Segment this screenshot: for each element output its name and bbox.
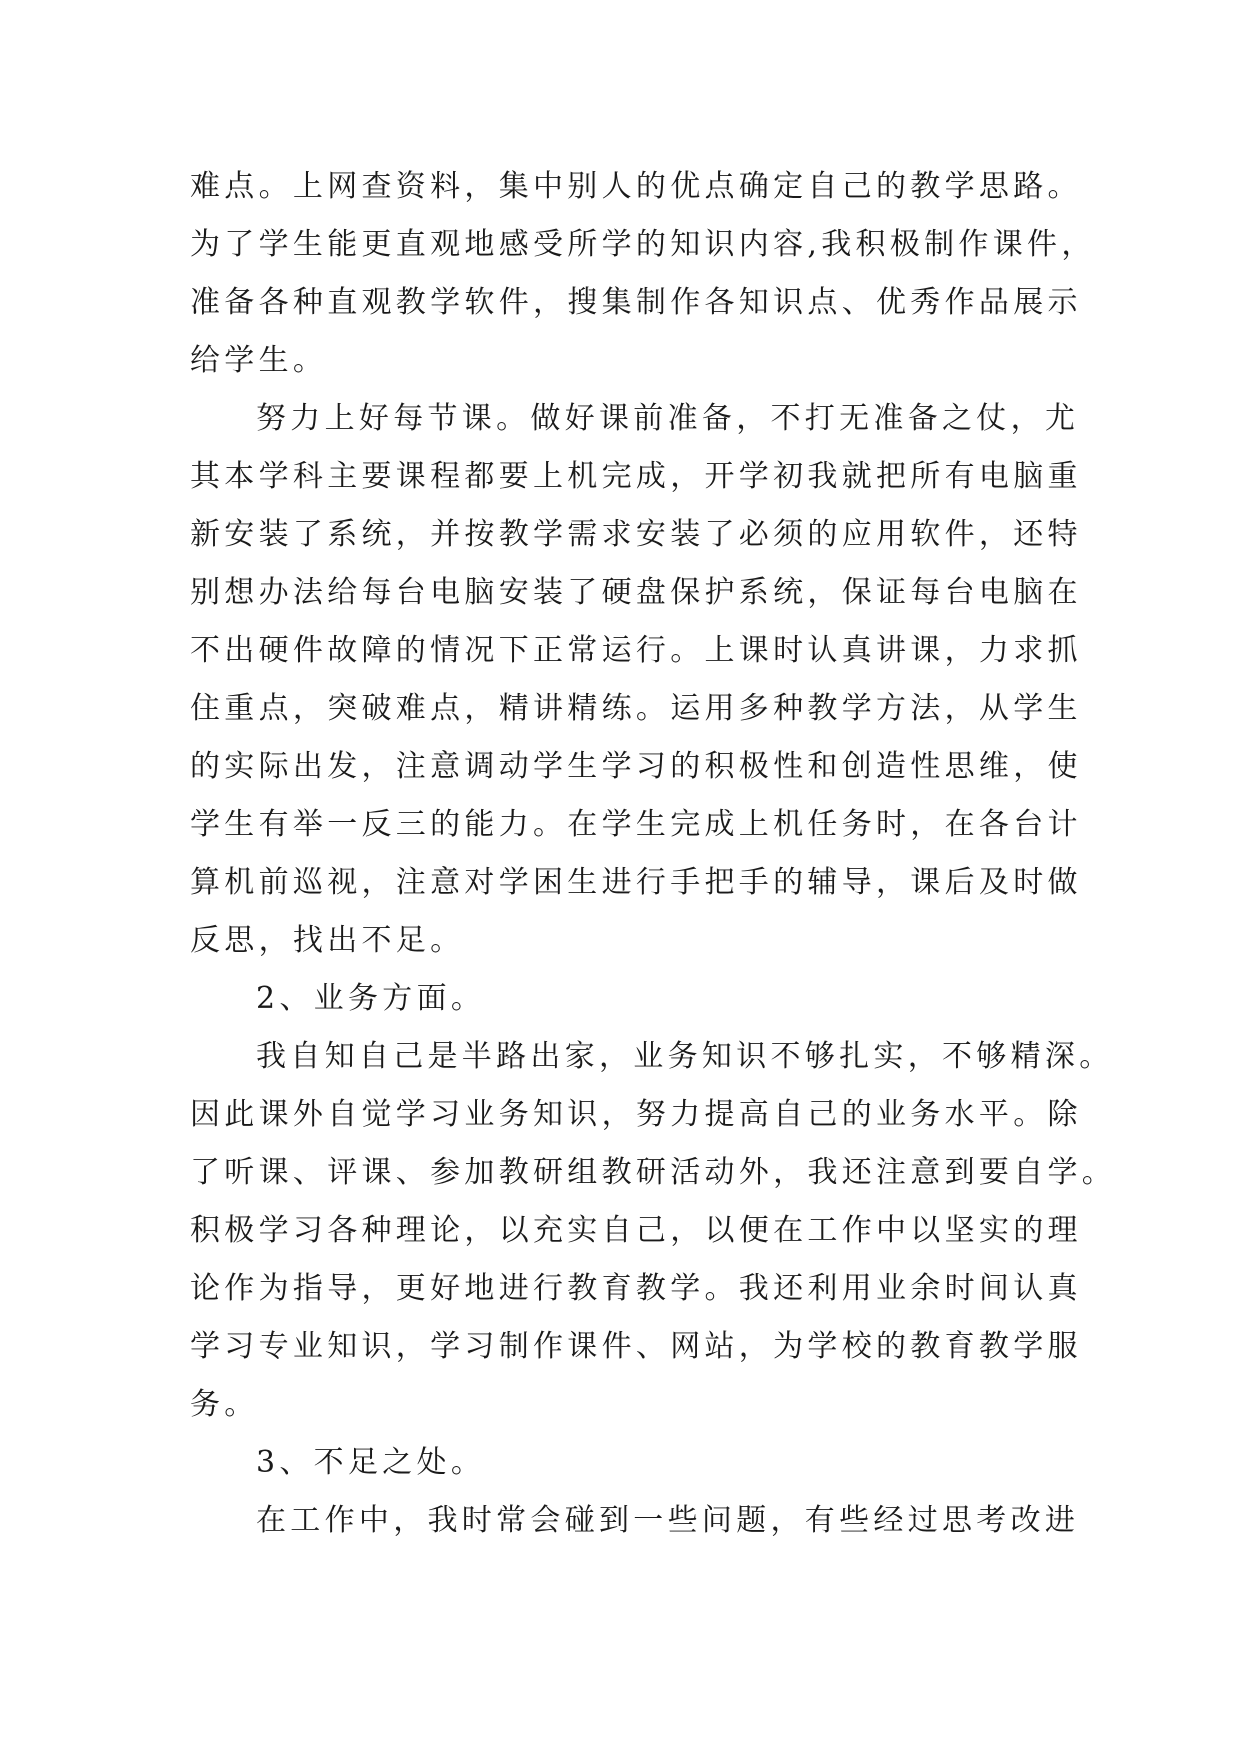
- text-line: 了听课、评课、参加教研组教研活动外，我还注意到要自学。: [190, 1155, 1117, 1190]
- paragraph-start-line: 努力上好每节课。做好课前准备，不打无准备之仗，尤: [256, 401, 1080, 436]
- text-line: 因此课外自觉学习业务知识，努力提高自己的业务水平。除: [190, 1097, 1082, 1132]
- text-line: 其本学科主要课程都要上机完成，开学初我就把所有电脑重: [190, 459, 1082, 494]
- text-line: 不出硬件故障的情况下正常运行。上课时认真讲课，力求抓: [190, 633, 1082, 668]
- text-line: 别想办法给每台电脑安装了硬盘保护系统，保证每台电脑在: [190, 575, 1082, 610]
- section-heading-business: 2、业务方面。: [256, 981, 486, 1016]
- text-line: 给学生。: [190, 343, 328, 378]
- text-line: 积极学习各种理论，以充实自己，以便在工作中以坚实的理: [190, 1213, 1082, 1248]
- text-line: 新安装了系统，并按教学需求安装了必须的应用软件，还特: [190, 517, 1082, 552]
- text-line: 住重点，突破难点，精讲精练。运用多种教学方法，从学生: [190, 691, 1082, 726]
- text-line: 难点。上网查资料，集中别人的优点确定自己的教学思路。: [190, 169, 1082, 204]
- text-line: 学生有举一反三的能力。在学生完成上机任务时，在各台计: [190, 807, 1082, 842]
- text-line: 算机前巡视，注意对学困生进行手把手的辅导，课后及时做: [190, 865, 1082, 900]
- paragraph-start-line: 我自知自己是半路出家，业务知识不够扎实，不够精深。: [256, 1039, 1114, 1074]
- text-line: 反思，找出不足。: [190, 923, 465, 958]
- text-line: 论作为指导，更好地进行教育教学。我还利用业余时间认真: [190, 1271, 1082, 1306]
- section-heading-shortcomings: 3、不足之处。: [256, 1445, 486, 1480]
- paragraph-start-line: 在工作中，我时常会碰到一些问题，有些经过思考改进: [256, 1503, 1080, 1538]
- text-line: 为了学生能更直观地感受所学的知识内容,我积极制作课件，: [190, 227, 1096, 262]
- text-line: 学习专业知识，学习制作课件、网站，为学校的教育教学服: [190, 1329, 1082, 1364]
- text-line: 务。: [190, 1387, 259, 1422]
- text-line: 准备各种直观教学软件，搜集制作各知识点、优秀作品展示: [190, 285, 1082, 320]
- text-line: 的实际出发，注意调动学生学习的积极性和创造性思维，使: [190, 749, 1082, 784]
